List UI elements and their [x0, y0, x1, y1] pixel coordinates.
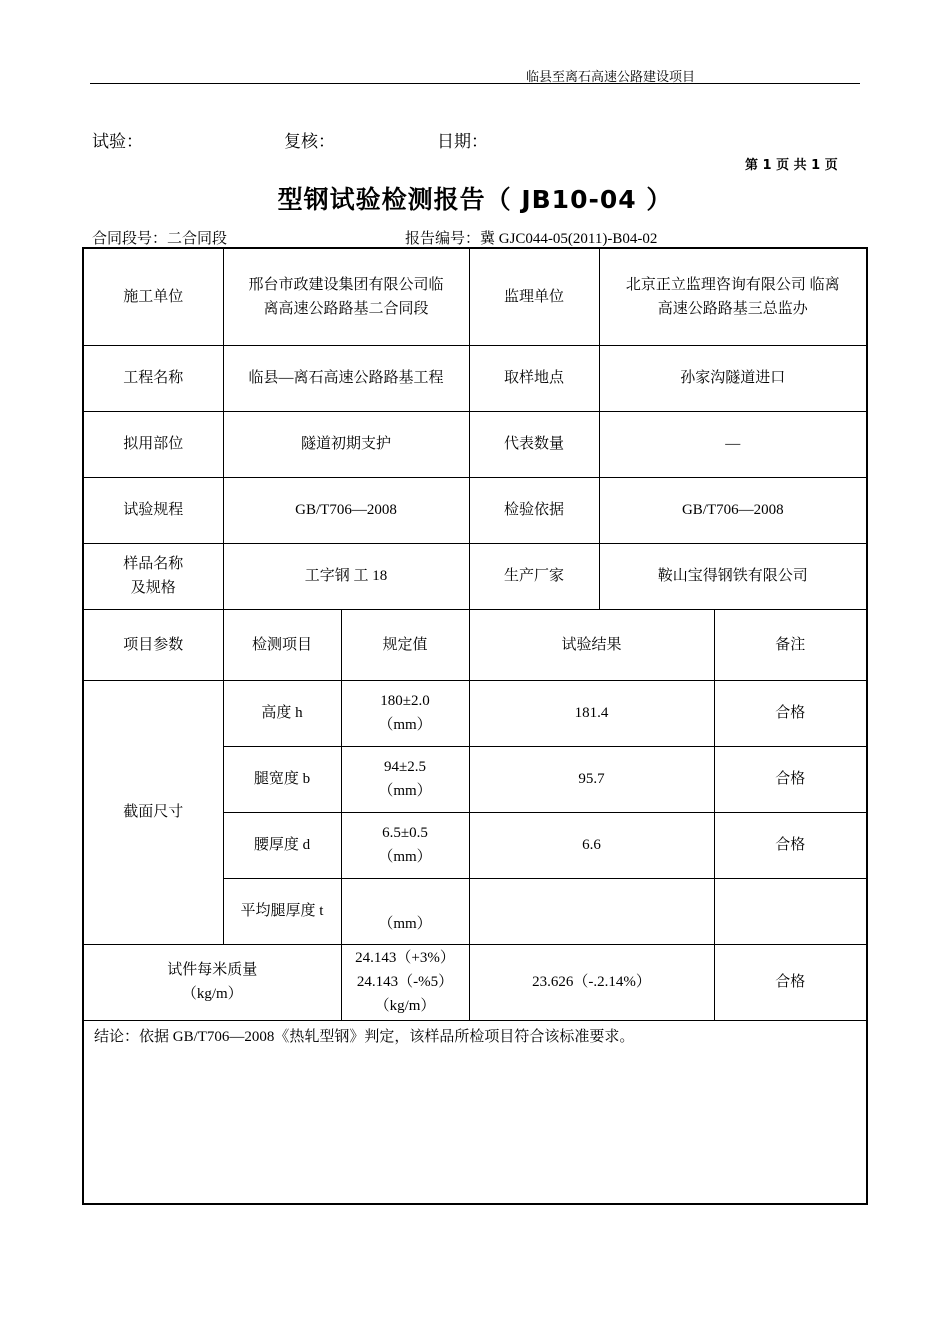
- spec-value: [341, 680, 469, 746]
- test-spec-value: GB/T706—2008: [223, 477, 469, 543]
- table-row: [83, 411, 867, 477]
- contract-section: 合同段号：二合同段: [92, 231, 228, 247]
- conclusion-text: 结论：依据 GB/T706—2008《热轧型钢》判定，该样品所检项目符合该标准要求。: [83, 1020, 867, 1204]
- spec-unit: （mm）: [378, 783, 432, 799]
- test-item: 平均腿厚度 t: [223, 878, 341, 944]
- spec-unit: （mm）: [378, 915, 432, 932]
- item-header: 检测项目: [223, 609, 341, 680]
- remark: [714, 878, 867, 944]
- table-row: [83, 944, 867, 1020]
- remark-header: 备注: [714, 609, 867, 680]
- page-title: 型钢试验检测报告（ JB10-04 ）: [277, 185, 673, 214]
- remark: 合格: [714, 746, 867, 812]
- tester-label: 试验：: [92, 132, 143, 152]
- spec-unit: （mm）: [378, 717, 432, 733]
- mass-label-line1: 试件每米质量: [167, 962, 258, 978]
- result-header: 试验结果: [469, 609, 714, 680]
- remark: 合格: [714, 812, 867, 878]
- quantity-value: —: [599, 411, 867, 477]
- sample-label-line2: 及规格: [130, 580, 176, 596]
- section-size-label: 截面尺寸: [83, 680, 223, 944]
- test-item: 高度 h: [223, 680, 341, 746]
- table-row: [83, 477, 867, 543]
- spec-value: [341, 812, 469, 878]
- mass-label: [83, 944, 341, 1020]
- sample-label: [83, 543, 223, 609]
- running-header-project: 临县至离石高速公路建设项目: [526, 70, 696, 85]
- mass-spec-line2: 24.143（-%5）: [356, 974, 454, 990]
- inspection-basis-value: GB/T706—2008: [599, 477, 867, 543]
- reviewer-label: 复核：: [284, 132, 335, 152]
- test-result: [469, 878, 714, 944]
- sampling-site-label: 取样地点: [469, 345, 599, 411]
- mass-result: 23.626（-.2.14%）: [469, 944, 714, 1020]
- test-item: 腿宽度 b: [223, 746, 341, 812]
- table-row: [83, 680, 867, 746]
- test-spec-label: 试验规程: [83, 477, 223, 543]
- supervision-unit-line1: 北京正立监理咨询有限公司 临离: [625, 276, 840, 293]
- remark: 合格: [714, 680, 867, 746]
- construction-unit-line1: 邢台市政建设集团有限公司临: [248, 276, 444, 293]
- header-rule: [90, 83, 860, 84]
- construction-unit-line2: 离高速公路路基二合同段: [263, 300, 429, 317]
- spec-header: 规定值: [341, 609, 469, 680]
- spec-value: [341, 746, 469, 812]
- table-row: [83, 345, 867, 411]
- test-result: 95.7: [469, 746, 714, 812]
- construction-unit-label: 施工单位: [83, 248, 223, 345]
- test-item: 腰厚度 d: [223, 812, 341, 878]
- test-result: 6.6: [469, 812, 714, 878]
- manufacturer-label: 生产厂家: [469, 543, 599, 609]
- mass-spec-line1: 24.143（+3%）: [355, 950, 455, 966]
- date-label: 日期：: [437, 132, 488, 152]
- construction-unit-value: [223, 248, 469, 345]
- spec-value: [341, 878, 469, 944]
- mass-label-line2: （kg/m）: [181, 986, 243, 1002]
- page-indicator: 第 1 页 共 1 页: [745, 158, 838, 173]
- mass-spec: [341, 944, 469, 1020]
- sample-value: 工字钢 工 18: [223, 543, 469, 609]
- supervision-unit-label: 监理单位: [469, 248, 599, 345]
- intended-part-value: 隧道初期支护: [223, 411, 469, 477]
- results-header-row: [83, 609, 867, 680]
- test-result: 181.4: [469, 680, 714, 746]
- quantity-label: 代表数量: [469, 411, 599, 477]
- spec-tolerance: 180±2.0: [380, 693, 430, 709]
- project-name-label: 工程名称: [83, 345, 223, 411]
- project-name-value: 临县—离石高速公路路基工程: [223, 345, 469, 411]
- param-header: 项目参数: [83, 609, 223, 680]
- report-number: 报告编号：冀 GJC044-05(2011)-B04-02: [405, 231, 658, 247]
- manufacturer-value: 鞍山宝得钢铁有限公司: [599, 543, 867, 609]
- table-row: [83, 248, 867, 345]
- spec-tolerance: 94±2.5: [384, 759, 426, 775]
- intended-part-label: 拟用部位: [83, 411, 223, 477]
- supervision-unit-value: [599, 248, 867, 345]
- inspection-basis-label: 检验依据: [469, 477, 599, 543]
- spec-tolerance: 6.5±0.5: [382, 825, 428, 841]
- spec-unit: （mm）: [378, 849, 432, 865]
- sampling-site-value: 孙家沟隧道进口: [599, 345, 867, 411]
- sample-label-line1: 样品名称: [123, 556, 184, 572]
- supervision-unit-line2: 高速公路路基三总监办: [657, 300, 808, 317]
- mass-remark: 合格: [714, 944, 867, 1020]
- report-table: [82, 247, 868, 1205]
- mass-spec-line3: （kg/m）: [374, 998, 436, 1014]
- conclusion-row: [83, 1020, 867, 1204]
- table-row: [83, 543, 867, 609]
